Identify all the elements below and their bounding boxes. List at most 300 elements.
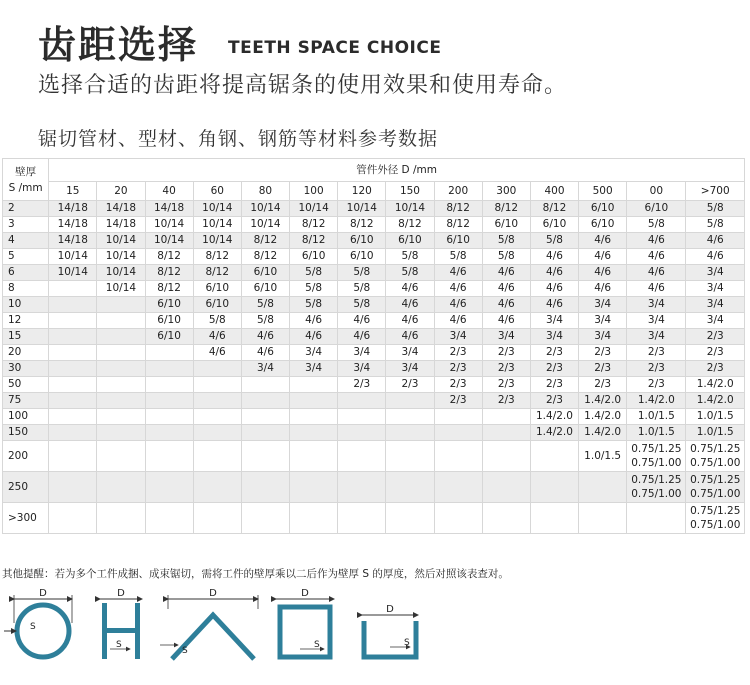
- table-cell: [434, 409, 482, 425]
- table-cell: [627, 503, 686, 534]
- table-cell: [49, 472, 97, 503]
- table-cell: [338, 393, 386, 409]
- table-cell: 5/8: [530, 233, 578, 249]
- table-cell: 4/6: [386, 281, 434, 297]
- table-cell: [686, 472, 745, 503]
- table-cell: 8/12: [290, 217, 338, 233]
- table-cell: [49, 313, 97, 329]
- wall-thickness-cell: 10: [3, 297, 49, 313]
- table-cell: 4/6: [627, 249, 686, 265]
- column-header: 500: [579, 182, 627, 201]
- table-cell: 8/12: [434, 201, 482, 217]
- table-cell: 4/6: [434, 265, 482, 281]
- table-cell: 3/4: [530, 313, 578, 329]
- table-cell: 2/3: [579, 361, 627, 377]
- table-cell: 3/4: [579, 313, 627, 329]
- table-cell: [338, 472, 386, 503]
- table-cell: 3/4: [627, 297, 686, 313]
- table-cell: [49, 441, 97, 472]
- table-cell: 5/8: [338, 297, 386, 313]
- table-cell: [434, 425, 482, 441]
- table-cell: 4/6: [386, 297, 434, 313]
- table-cell: 4/6: [338, 313, 386, 329]
- diameter-label: D: [39, 588, 47, 599]
- table-row: [3, 441, 745, 472]
- table-cell: 3/4: [386, 345, 434, 361]
- table-cell: 5/8: [338, 281, 386, 297]
- table-cell: [241, 409, 289, 425]
- table-cell: [49, 425, 97, 441]
- h-beam-diagram: [100, 588, 142, 659]
- wall-thickness-cell: 250: [3, 472, 49, 503]
- table-cell: [290, 503, 338, 534]
- column-header: 40: [145, 182, 193, 201]
- table-cell: [145, 472, 193, 503]
- table-cell: 4/6: [579, 233, 627, 249]
- table-cell: [530, 503, 578, 534]
- wall-thickness-cell: >300: [3, 503, 49, 534]
- table-cell: [49, 361, 97, 377]
- table-cell: 3/4: [530, 329, 578, 345]
- page-subtitle: 选择合适的齿距将提高锯条的使用效果和使用寿命。: [38, 73, 568, 98]
- table-cell: 6/10: [290, 249, 338, 265]
- wall-thickness-cell: 5: [3, 249, 49, 265]
- table-cell: [49, 281, 97, 297]
- table-cell: 5/8: [290, 265, 338, 281]
- table-cell: [97, 329, 145, 345]
- table-cell: [386, 472, 434, 503]
- thickness-label: S: [30, 622, 36, 632]
- table-cell: 10/14: [193, 217, 241, 233]
- table-cell: 4/6: [530, 249, 578, 265]
- thickness-label: S: [116, 640, 122, 650]
- tooth-spacing-value-line: 0.75/1.25: [690, 505, 741, 517]
- table-cell: [386, 393, 434, 409]
- table-cell: 3/4: [241, 361, 289, 377]
- table-cell: 1.0/1.5: [627, 425, 686, 441]
- table-cell: 14/18: [49, 233, 97, 249]
- table-cell: 4/6: [627, 265, 686, 281]
- table-cell: 6/10: [579, 201, 627, 217]
- table-cell: [290, 441, 338, 472]
- table-cell: 4/6: [686, 233, 745, 249]
- table-cell: [386, 503, 434, 534]
- table-cell: [241, 441, 289, 472]
- wall-thickness-cell: 8: [3, 281, 49, 297]
- table-cell: 8/12: [530, 201, 578, 217]
- table-cell: 2/3: [530, 361, 578, 377]
- table-cell: 4/6: [627, 281, 686, 297]
- wall-thickness-cell: 15: [3, 329, 49, 345]
- table-cell: [579, 472, 627, 503]
- table-cell: 2/3: [530, 377, 578, 393]
- wall-thickness-cell: 3: [3, 217, 49, 233]
- table-cell: [434, 441, 482, 472]
- table-row: [3, 377, 745, 393]
- wall-thickness-cell: 2: [3, 201, 49, 217]
- table-cell: 5/8: [290, 281, 338, 297]
- table-cell: 3/4: [386, 361, 434, 377]
- table-cell: 4/6: [579, 249, 627, 265]
- table-cell: 6/10: [482, 217, 530, 233]
- column-header: 20: [97, 182, 145, 201]
- table-cell: [434, 472, 482, 503]
- table-cell: [193, 503, 241, 534]
- table-cell: [241, 393, 289, 409]
- table-row: [3, 217, 745, 233]
- table-cell: 8/12: [145, 281, 193, 297]
- table-cell: 5/8: [193, 313, 241, 329]
- table-cell: [145, 377, 193, 393]
- column-header: 200: [434, 182, 482, 201]
- table-cell: 2/3: [627, 345, 686, 361]
- table-cell: 2/3: [386, 377, 434, 393]
- table-cell: 3/4: [579, 329, 627, 345]
- table-cell: 4/6: [241, 345, 289, 361]
- tooth-spacing-value-line: 0.75/1.00: [631, 457, 682, 469]
- table-cell: [338, 425, 386, 441]
- table-cell: 3/4: [338, 345, 386, 361]
- table-row: [3, 472, 745, 503]
- table-cell: 6/10: [530, 217, 578, 233]
- header: [38, 14, 198, 69]
- table-cell: [49, 393, 97, 409]
- table-cell: 2/3: [579, 377, 627, 393]
- wall-thickness-cell: 4: [3, 233, 49, 249]
- column-header: 60: [193, 182, 241, 201]
- table-cell: 10/14: [145, 233, 193, 249]
- column-header: >700: [686, 182, 745, 201]
- table-cell: [386, 409, 434, 425]
- table-cell: 5/8: [482, 233, 530, 249]
- table-cell: [686, 503, 745, 534]
- table-cell: [290, 393, 338, 409]
- table-header-row: [3, 159, 745, 182]
- table-cell: [97, 361, 145, 377]
- wall-thickness-cell: 75: [3, 393, 49, 409]
- diameter-label: D: [386, 604, 394, 615]
- table-cell: [482, 441, 530, 472]
- table-body: [3, 159, 745, 534]
- table-cell: 4/6: [434, 281, 482, 297]
- table-cell: [145, 345, 193, 361]
- table-cell: 4/6: [386, 313, 434, 329]
- wall-thickness-cell: 50: [3, 377, 49, 393]
- table-cell: 1.4/2.0: [579, 409, 627, 425]
- table-cell: [145, 503, 193, 534]
- table-cell: 8/12: [241, 233, 289, 249]
- table-cell: [97, 441, 145, 472]
- table-cell: 3/4: [686, 265, 745, 281]
- table-cell: 4/6: [241, 329, 289, 345]
- tooth-spacing-value-line: 0.75/1.00: [631, 488, 682, 500]
- corner-header-cell: [3, 159, 49, 201]
- table-cell: [49, 345, 97, 361]
- table-cell: [97, 425, 145, 441]
- table-cell: 3/4: [686, 297, 745, 313]
- table-cell: [193, 425, 241, 441]
- table-cell: 1.4/2.0: [686, 377, 745, 393]
- table-cell: [530, 441, 578, 472]
- table-row: [3, 281, 745, 297]
- table-cell: 8/12: [386, 217, 434, 233]
- teeth-spacing-table: [2, 158, 745, 534]
- column-header: 80: [241, 182, 289, 201]
- table-cell: 3/4: [338, 361, 386, 377]
- table-cell: 6/10: [579, 217, 627, 233]
- wall-thickness-cell: 200: [3, 441, 49, 472]
- table-cell: 14/18: [49, 201, 97, 217]
- diameter-label: D: [301, 588, 309, 599]
- table-cell: 3/4: [627, 313, 686, 329]
- table-cell: [241, 503, 289, 534]
- table-cell: [193, 441, 241, 472]
- table-cell: 2/3: [686, 361, 745, 377]
- table-row: [3, 249, 745, 265]
- table-cell: 8/12: [241, 249, 289, 265]
- page-title: 齿距选择: [38, 23, 199, 67]
- table-cell: [49, 409, 97, 425]
- table-cell: 6/10: [627, 201, 686, 217]
- table-cell: [145, 409, 193, 425]
- wall-thickness-cell: 6: [3, 265, 49, 281]
- table-cell: 2/3: [686, 345, 745, 361]
- table-cell: 4/6: [290, 329, 338, 345]
- table-cell: [482, 425, 530, 441]
- table-cell: [482, 472, 530, 503]
- table-cell: 4/6: [338, 329, 386, 345]
- column-header: 120: [338, 182, 386, 201]
- column-header: 400: [530, 182, 578, 201]
- table-cell: [97, 377, 145, 393]
- table-cell: [49, 329, 97, 345]
- table-row: [3, 265, 745, 281]
- table-cell: 1.0/1.5: [579, 441, 627, 472]
- table-cell: [338, 441, 386, 472]
- table-cell: 4/6: [434, 313, 482, 329]
- table-cell: [97, 313, 145, 329]
- column-header: 100: [290, 182, 338, 201]
- square-tube-diagram: [276, 588, 334, 657]
- table-cell: [145, 393, 193, 409]
- table-cell: 4/6: [482, 297, 530, 313]
- table-cell: 10/14: [193, 233, 241, 249]
- diameter-label: D: [209, 588, 217, 599]
- table-cell: 1.0/1.5: [686, 409, 745, 425]
- angle-steel-diagram: [160, 588, 258, 659]
- table-cell: 8/12: [434, 217, 482, 233]
- table-cell: 5/8: [627, 217, 686, 233]
- table-cell: 2/3: [482, 345, 530, 361]
- table-cell: [97, 345, 145, 361]
- table-cell: 6/10: [193, 297, 241, 313]
- table-cell: 8/12: [145, 265, 193, 281]
- table-cell: 14/18: [49, 217, 97, 233]
- table-cell: 5/8: [241, 297, 289, 313]
- thickness-label: S: [182, 646, 188, 656]
- table-cell: 4/6: [290, 313, 338, 329]
- table-row: [3, 393, 745, 409]
- table-cell: 2/3: [434, 393, 482, 409]
- table-cell: 1.4/2.0: [530, 425, 578, 441]
- table-cell: [386, 441, 434, 472]
- table-cell: [145, 441, 193, 472]
- tooth-spacing-value-line: 0.75/1.25: [631, 474, 682, 486]
- table-cell: [97, 297, 145, 313]
- table-cell: 4/6: [193, 329, 241, 345]
- table-cell: 4/6: [482, 313, 530, 329]
- table-cell: [193, 393, 241, 409]
- table-cell: [627, 472, 686, 503]
- table-cell: [434, 503, 482, 534]
- table-cell: [579, 503, 627, 534]
- table-cell: [49, 297, 97, 313]
- table-cell: 1.4/2.0: [627, 393, 686, 409]
- table-cell: 6/10: [145, 313, 193, 329]
- table-cell: [482, 409, 530, 425]
- table-cell: 10/14: [290, 201, 338, 217]
- table-cell: 2/3: [338, 377, 386, 393]
- table-cell: [193, 472, 241, 503]
- table-cell: 2/3: [434, 361, 482, 377]
- column-header: 00: [627, 182, 686, 201]
- wall-thickness-cell: 100: [3, 409, 49, 425]
- table-cell: 1.4/2.0: [579, 425, 627, 441]
- table-cell: 6/10: [193, 281, 241, 297]
- table-cell: 3/4: [579, 297, 627, 313]
- table-cell: 6/10: [145, 297, 193, 313]
- table-cell: 3/4: [686, 281, 745, 297]
- table-cell: 6/10: [145, 329, 193, 345]
- table-cell: 3/4: [482, 329, 530, 345]
- table-cell: 4/6: [434, 297, 482, 313]
- table-cell: [482, 503, 530, 534]
- table-cell: 4/6: [530, 297, 578, 313]
- table-cell: 1.0/1.5: [627, 409, 686, 425]
- table-cell: [97, 503, 145, 534]
- table-cell: 5/8: [686, 217, 745, 233]
- table-cell: 6/10: [434, 233, 482, 249]
- table-cell: [241, 472, 289, 503]
- table-cell: [193, 361, 241, 377]
- table-cell: 4/6: [530, 265, 578, 281]
- table-cell: 6/10: [241, 265, 289, 281]
- wall-thickness-cell: 12: [3, 313, 49, 329]
- table-cell: 14/18: [145, 201, 193, 217]
- table-cell: 6/10: [338, 233, 386, 249]
- table-cell: 3/4: [290, 361, 338, 377]
- table-cell: 10/14: [97, 233, 145, 249]
- profile-diagrams: [0, 585, 750, 685]
- table-cell: [49, 377, 97, 393]
- tooth-spacing-value-line: 0.75/1.00: [690, 488, 741, 500]
- table-row: [3, 329, 745, 345]
- table-row: [3, 409, 745, 425]
- table-cell: 1.4/2.0: [579, 393, 627, 409]
- table-cell: 1.0/1.5: [686, 425, 745, 441]
- table-cell: 8/12: [193, 265, 241, 281]
- table-cell: 1.4/2.0: [686, 393, 745, 409]
- table-cell: [97, 472, 145, 503]
- table-cell: 2/3: [627, 377, 686, 393]
- table-cell: 10/14: [145, 217, 193, 233]
- table-cell: 6/10: [338, 249, 386, 265]
- table-cell: 8/12: [145, 249, 193, 265]
- wall-thickness-cell: 20: [3, 345, 49, 361]
- table-cell: 2/3: [482, 361, 530, 377]
- table-row: [3, 425, 745, 441]
- table-cell: 2/3: [579, 345, 627, 361]
- table-cell: 10/14: [241, 217, 289, 233]
- table-cell: 5/8: [434, 249, 482, 265]
- table-cell: 2/3: [482, 393, 530, 409]
- table-cell: 3/4: [627, 329, 686, 345]
- tooth-spacing-value-line: 0.75/1.00: [690, 457, 741, 469]
- tooth-spacing-value-line: 0.75/1.25: [631, 443, 682, 455]
- table-cell: 4/6: [530, 281, 578, 297]
- table-cell: 5/8: [482, 249, 530, 265]
- table-cell: 10/14: [241, 201, 289, 217]
- teeth-spacing-table-container: [2, 158, 745, 534]
- table-row: [3, 201, 745, 217]
- table-cell: [49, 503, 97, 534]
- table-row: [3, 361, 745, 377]
- table-cell: 4/6: [627, 233, 686, 249]
- tooth-spacing-value-line: 0.75/1.00: [690, 519, 741, 531]
- thickness-label: S: [314, 640, 320, 650]
- table-cell: 2/3: [530, 345, 578, 361]
- table-cell: [145, 361, 193, 377]
- table-cell: [290, 472, 338, 503]
- table-cell: [290, 377, 338, 393]
- wall-thickness-cell: 30: [3, 361, 49, 377]
- table-cell: 3/4: [290, 345, 338, 361]
- table-row: [3, 503, 745, 534]
- table-cell: 4/6: [686, 249, 745, 265]
- table-cell: 2/3: [530, 393, 578, 409]
- column-header: 150: [386, 182, 434, 201]
- table-cell: 5/8: [338, 265, 386, 281]
- column-header: 300: [482, 182, 530, 201]
- table-cell: 4/6: [579, 281, 627, 297]
- table-cell: [241, 377, 289, 393]
- table-cell: [193, 409, 241, 425]
- table-cell: 10/14: [97, 281, 145, 297]
- table-cell: 4/6: [482, 265, 530, 281]
- table-row: [3, 233, 745, 249]
- table-cell: [97, 393, 145, 409]
- table-cell: 4/6: [482, 281, 530, 297]
- diameter-label: D: [117, 588, 125, 599]
- table-cell: 10/14: [193, 201, 241, 217]
- table-cell: [241, 425, 289, 441]
- column-header: 15: [49, 182, 97, 201]
- thickness-label: S: [404, 638, 410, 648]
- table-cell: 10/14: [97, 249, 145, 265]
- wall-thickness-cell: 150: [3, 425, 49, 441]
- table-cell: [627, 441, 686, 472]
- channel-steel-diagram: [362, 604, 418, 657]
- table-cell: 8/12: [338, 217, 386, 233]
- table-cell: [530, 472, 578, 503]
- table-cell: [386, 425, 434, 441]
- table-cell: 8/12: [290, 233, 338, 249]
- table-cell: 14/18: [97, 217, 145, 233]
- table-cell: 3/4: [434, 329, 482, 345]
- table-cell: [290, 425, 338, 441]
- outer-diameter-group-header: 管件外径 D /mm: [49, 159, 745, 182]
- table-cell: 8/12: [482, 201, 530, 217]
